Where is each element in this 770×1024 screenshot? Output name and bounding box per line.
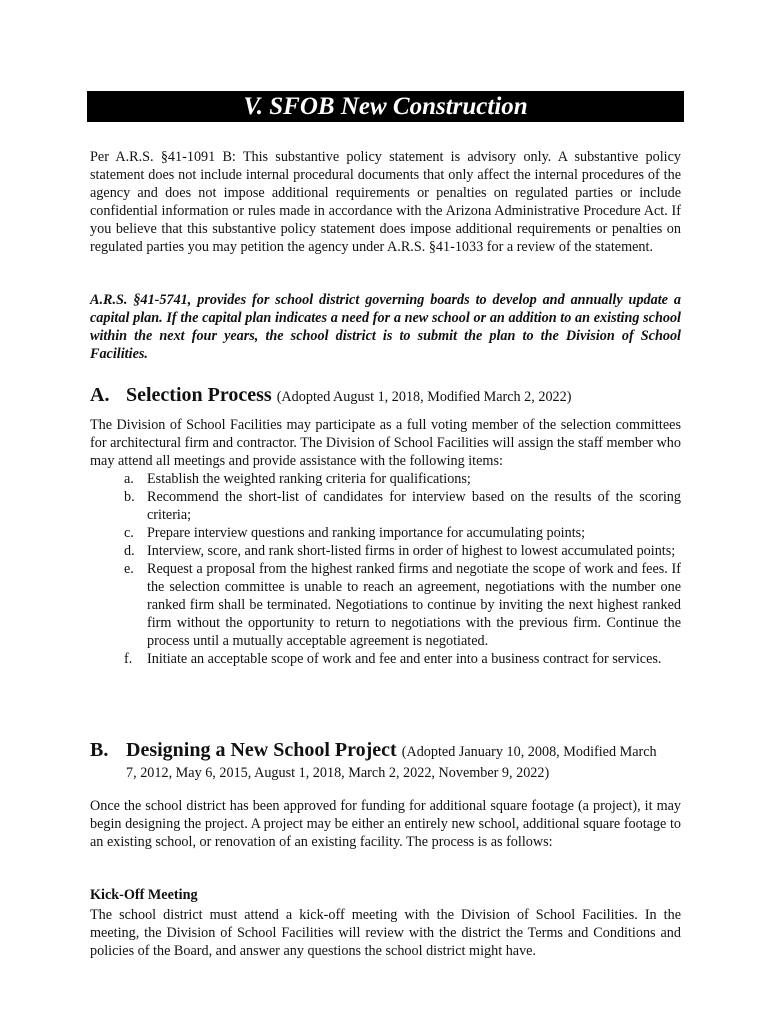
list-item-text: Recommend the short-list of candidates for interview based on the results of the scoring criteria; (147, 489, 681, 523)
section-a-letter: A. (90, 384, 110, 406)
list-item-text: Request a proposal from the highest ranked firms and negotiate the scope of work and fees. If the selection committee is unable to reach an agreement, negotiations with the number one ranked firm shall be terminated. Negotiations to continue by inviting the next highest ranked firm without the opportunity to return to negotiations with the previous firm. Continue the process until a mutually acceptable agreement is negotiated. (147, 561, 681, 649)
list-item (124, 488, 681, 524)
section-b-paragraph: Once the school district has been approved for funding for additional square footage (a project), it may begin designing the project. A project may be either an entirely new school, additional square footage to an existing school, or renovation of an existing facility. The process is as follows: (90, 798, 681, 850)
capital-plan-statement: A.R.S. §41-5741, provides for school district governing boards to develop and annually update a capital plan. If the capital plan indicates a need for a new school or an addition to an existing school within the next four years, the school district is to submit the plan to the Division of School Facilities. (90, 292, 681, 362)
list-item (124, 650, 681, 668)
kickoff-paragraph: The school district must attend a kick-off meeting with the Division of School Facilities. In the meeting, the Division of School Facilities will review with the district the Terms and Conditions and policies of the Board, and answer any questions the school district might have. (90, 907, 681, 959)
section-b-adoption-note-cont: 7, 2012, May 6, 2015, August 1, 2018, March 2, 2022, November 9, 2022) (126, 765, 550, 781)
list-item-marker: d. (124, 543, 135, 559)
list-item-marker: f. (124, 651, 133, 667)
section-b-heading (90, 738, 681, 782)
page-title: V. SFOB New Construction (87, 91, 684, 122)
section-a-title: Selection Process (126, 384, 272, 406)
list-item-marker: a. (124, 471, 134, 487)
list-item-text: Prepare interview questions and ranking importance for accumulating points; (147, 525, 586, 541)
policy-disclaimer: Per A.R.S. §41-1091 B: This substantive policy statement is advisory only. A substantive policy statement does not include internal procedural documents that only affect the internal procedures of the agency and does not impose additional requirements or penalties on regulated parties or include confidential information or rules made in accordance with the Arizona Administrative Procedure Act. If you believe that this substantive policy statement does impose additional requirements or penalties on regulated parties you may petition the agency under A.R.S. §41-1033 for a review of the statement. (90, 149, 681, 255)
section-b-letter: B. (90, 739, 109, 761)
kickoff-heading: Kick-Off Meeting (90, 887, 198, 903)
section-a-heading (90, 383, 681, 409)
list-item-marker: b. (124, 489, 135, 505)
list-item (124, 470, 681, 488)
list-item-text: Establish the weighted ranking criteria for qualifications; (147, 471, 471, 487)
section-a-adoption-note: (Adopted August 1, 2018, Modified March 2, 2022) (276, 389, 572, 405)
list-item-text: Initiate an acceptable scope of work and fee and enter into a business contract for services. (147, 651, 662, 667)
section-a-items-list (90, 470, 681, 668)
list-item-text: Interview, score, and rank short-listed firms in order of highest to lowest accumulated points; (147, 543, 676, 559)
list-item (124, 542, 681, 560)
section-b-title: Designing a New School Project (126, 739, 397, 761)
list-item (124, 524, 681, 542)
list-item-marker: e. (124, 561, 134, 577)
section-a-paragraph: The Division of School Facilities may participate as a full voting member of the selection committees for architectural firm and contractor. The Division of School Facilities will assign the staff member who may attend all meetings and provide assistance with the following items: (90, 417, 681, 469)
section-a-body (90, 416, 681, 668)
list-item-marker: c. (124, 525, 134, 541)
section-b-adoption-note: (Adopted January 10, 2008, Modified March (401, 744, 657, 760)
list-item (124, 560, 681, 650)
